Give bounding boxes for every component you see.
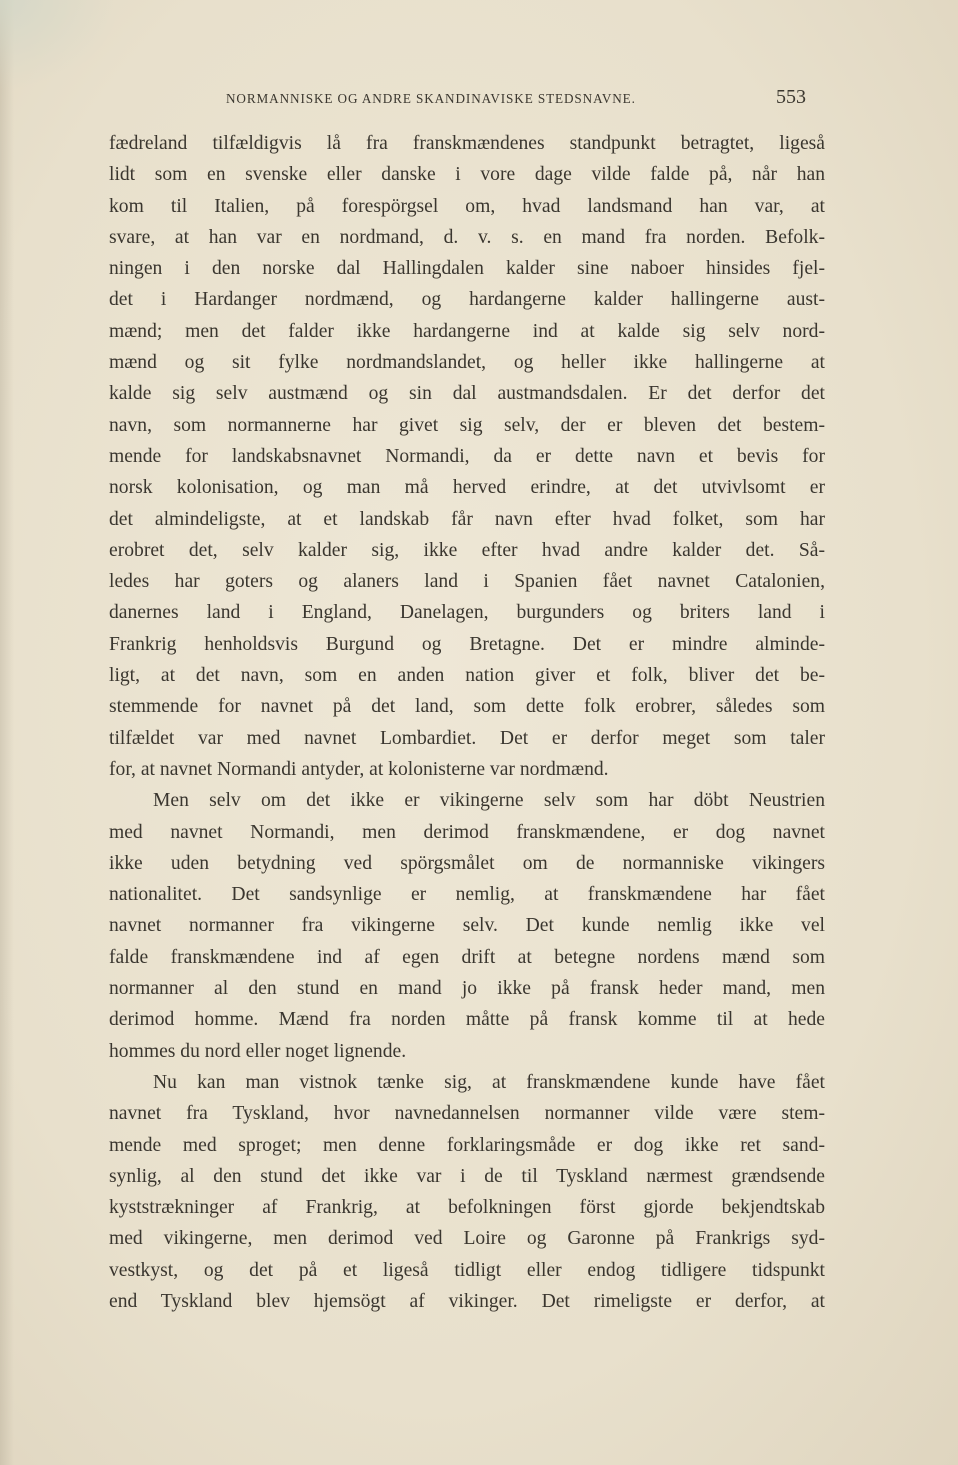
text-line: nationalitet. Det sandsynlige er nemlig, at franskmændene har fået	[109, 884, 825, 906]
text-line: end Tyskland blev hjemsögt af vikinger. Det rimeligste er derfor, at	[109, 1290, 825, 1312]
text-line: det almindeligste, at et landskab får navn efter hvad folket, som har	[109, 508, 825, 530]
text-line: kom til Italien, på forespörgsel om, hvad landsmand han var, at	[109, 195, 825, 217]
text-line: vestkyst, og det på et ligeså tidligt eller endog tidligere tidspunkt	[109, 1259, 825, 1281]
text-line-paragraph-end: for, at navnet Normandi antyder, at kolonisterne var nordmænd.	[109, 758, 609, 780]
text-line: Frankrig henholdsvis Burgund og Bretagne. Det er mindre alminde-	[109, 633, 825, 655]
page-gutter-shadow	[0, 0, 14, 1465]
body-text	[109, 128, 825, 1317]
text-line: danernes land i England, Danelagen, burgunders og briters land i	[109, 602, 825, 624]
page-header	[226, 88, 806, 110]
text-line: svare, at han var en nordmand, d. v. s. en mand fra norden. Befolk-	[109, 226, 825, 248]
page-number: 553	[776, 86, 806, 108]
text-line: navnet fra Tyskland, hvor navnedannelsen normanner vilde være stem-	[109, 1103, 825, 1125]
text-line: med navnet Normandi, men derimod franskmændene, er dog navnet	[109, 821, 825, 843]
text-line: mænd og sit fylke nordmandslandet, og heller ikke hallingerne at	[109, 352, 825, 374]
text-line: ikke uden betydning ved spörgsmålet om de normanniske vikingers	[109, 852, 825, 874]
text-line-paragraph-start: Men selv om det ikke er vikingerne selv som har döbt Neustrien	[153, 790, 825, 812]
text-line: ligt, at det navn, som en anden nation giver et folk, bliver det be-	[109, 665, 825, 687]
text-line-paragraph-start: Nu kan man vistnok tænke sig, at franskmændene kunde have fået	[153, 1071, 825, 1093]
text-line: det i Hardanger nordmænd, og hardangerne kalder hallingerne aust-	[109, 289, 825, 311]
text-line: kalde sig selv austmænd og sin dal austmandsdalen. Er det derfor det	[109, 383, 825, 405]
text-line: stemmende for navnet på det land, som dette folk erobrer, således som	[109, 696, 825, 718]
text-line: ledes har goters og alaners land i Spanien fået navnet Catalonien,	[109, 571, 825, 593]
paper-stain	[0, 0, 120, 90]
text-line: falde franskmændene ind af egen drift at betegne nordens mænd som	[109, 946, 825, 968]
text-line: ningen i den norske dal Hallingdalen kalder sine naboer hinsides fjel-	[109, 258, 825, 280]
text-line: med vikingerne, men derimod ved Loire og Garonne på Frankrigs syd-	[109, 1228, 825, 1250]
text-line-paragraph-end: hommes du nord eller noget lignende.	[109, 1040, 407, 1062]
text-line: mænd; men det falder ikke hardangerne ind at kalde sig selv nord-	[109, 320, 825, 342]
text-line: lidt som en svenske eller danske i vore dage vilde falde på, når han	[109, 164, 825, 186]
text-line: tilfældet var med navnet Lombardiet. Det er derfor meget som taler	[109, 727, 825, 749]
text-line: normanner al den stund en mand jo ikke på fransk heder mand, men	[109, 978, 825, 1000]
text-line: fædreland tilfældigvis lå fra franskmændenes standpunkt betragtet, ligeså	[109, 133, 825, 154]
text-line: derimod homme. Mænd fra norden måtte på fransk komme til at hede	[109, 1009, 825, 1031]
text-line: norsk kolonisation, og man må herved erindre, at det utvivlsomt er	[109, 477, 825, 499]
text-line: mende med sproget; men denne forklaringsmåde er dog ikke ret sand-	[109, 1134, 825, 1156]
text-line: navnet normanner fra vikingerne selv. Det kunde nemlig ikke vel	[109, 915, 825, 937]
text-line: navn, som normannerne har givet sig selv, der er bleven det bestem-	[109, 414, 825, 436]
running-title: NORMANNISKE OG ANDRE SKANDINAVISKE STEDSNAVNE.	[226, 91, 636, 106]
text-line: synlig, al den stund det ikke var i de til Tyskland nærmest grændsende	[109, 1165, 825, 1187]
text-line: erobret det, selv kalder sig, ikke efter hvad andre kalder det. Så-	[109, 539, 825, 561]
text-line: kyststrækninger af Frankrig, at befolkningen först gjorde bekjendtskab	[109, 1197, 825, 1219]
text-line: mende for landskabsnavnet Normandi, da er dette navn et bevis for	[109, 445, 825, 467]
